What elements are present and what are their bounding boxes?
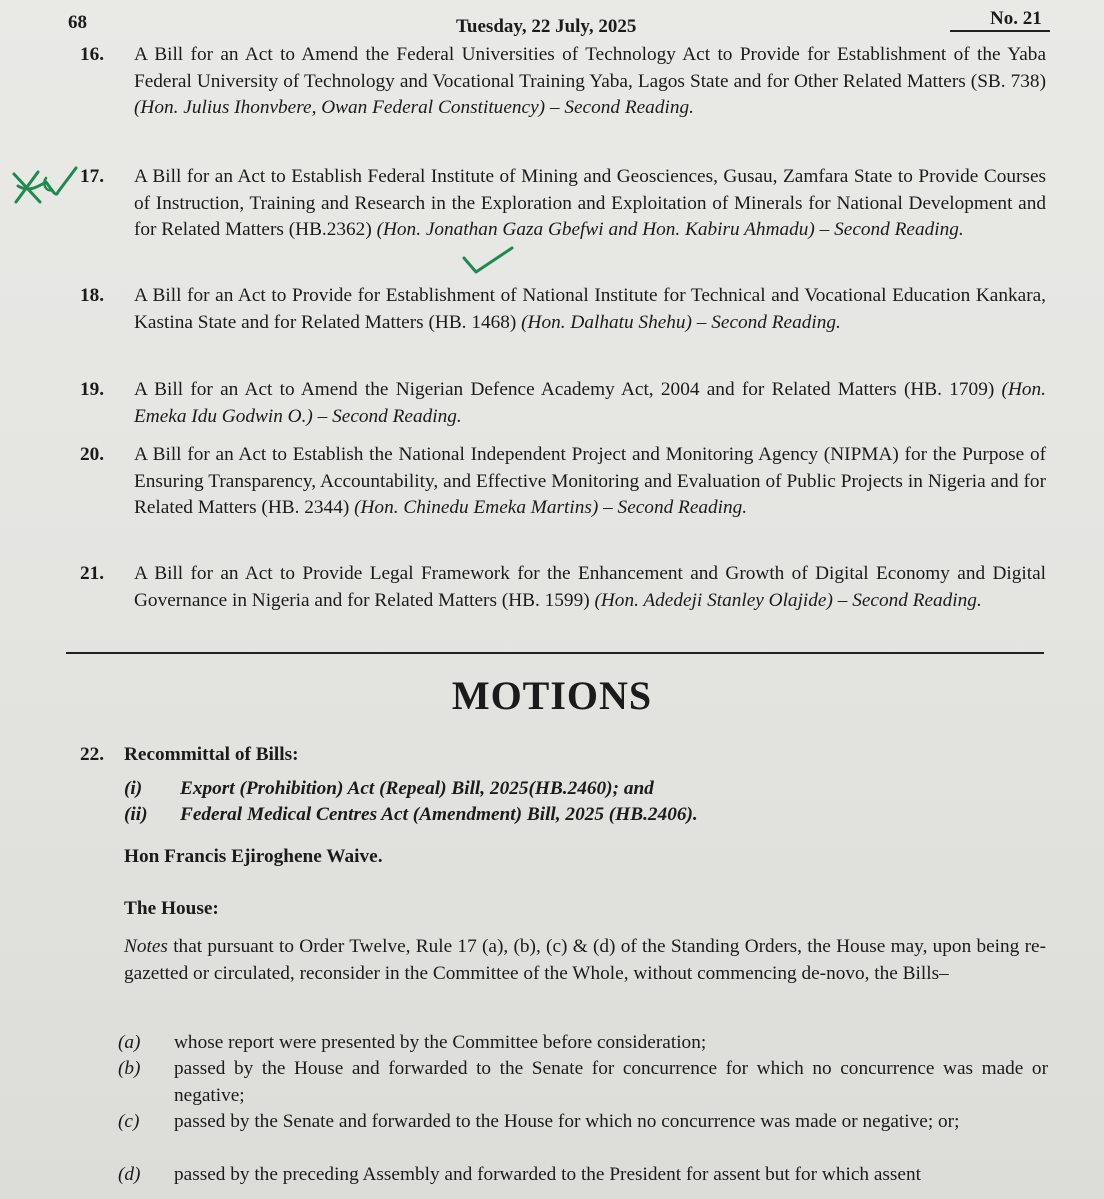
handwritten-mark-icon — [6, 162, 78, 212]
notes-paragraph: Notes that pursuant to Order Twelve, Rule 17 (a), (b), (c) & (d) of the Standing Orders, the House may, upon being re-gazetted or circulated, reconsider in the Committee of the Whole, without commencing de-novo, the Bills– — [124, 936, 1046, 984]
bill-number: 20. — [80, 444, 105, 465]
clause-text: passed by the preceding Assembly and forwarded to the President for assent but for which assent — [174, 1164, 921, 1185]
clause-text: passed by the House and forwarded to the Senate for concurrence for which no concurrence was made or negative; — [174, 1058, 1048, 1106]
bill-number: 18. — [80, 285, 105, 306]
bill-text: A Bill for an Act to Amend the Nigerian Defence Academy Act, 2004 and for Related Matters (HB. 1709) (Hon. Emeka Idu Godwin O.) – Second Reading. — [134, 379, 1046, 427]
bill-text: A Bill for an Act to Provide for Establishment of National Institute for Technical and Vocational Education Kankara, Kastina State and for Related Matters (HB. 1468) (Hon. Dalhatu Shehu) – Second Reading. — [134, 285, 1046, 333]
bill-sponsor: (Hon. Emeka Idu Godwin O.) – Second Reading. — [134, 379, 1046, 427]
page-date: Tuesday, 22 July, 2025 — [456, 16, 637, 37]
bill-sponsor: (Hon. Jonathan Gaza Gbefwi and Hon. Kabiru Ahmadu) – Second Reading. — [376, 219, 964, 240]
checkmark-icon — [460, 244, 516, 278]
page-header — [0, 8, 1104, 37]
sub-item-label: (i) — [124, 778, 143, 799]
clause-label: (b) — [118, 1058, 141, 1079]
sub-item-text: Federal Medical Centres Act (Amendment) Bill, 2025 (HB.2406). — [180, 804, 698, 825]
bill-sponsor: (Hon. Adedeji Stanley Olajide) – Second Reading. — [594, 589, 982, 611]
page-number: 68 — [68, 12, 87, 33]
bill-sponsor: (Hon. Dalhatu Shehu) – Second Reading. — [521, 311, 841, 333]
bill-sponsor: (Hon. Julius Ihonvbere, Owan Federal Constituency) – Second Reading. — [134, 97, 694, 118]
motion-number: 22. — [80, 744, 105, 765]
section-divider — [66, 652, 1044, 654]
bill-text: A Bill for an Act to Provide Legal Framework for the Enhancement and Growth of Digital Economy and Digital Governance in Nigeria and for Related Matters (HB. 1599) (Hon. Adedeji Stanley Olajide) – Second Reading. — [134, 563, 1046, 611]
clause-text: passed by the Senate and forwarded to the House for which no concurrence was made or negative; or; — [174, 1111, 960, 1132]
the-house-label: The House: — [124, 898, 219, 919]
header-rule — [950, 30, 1050, 32]
issue-number: No. 21 — [990, 8, 1042, 29]
sub-item-text: Export (Prohibition) Act (Repeal) Bill, 2025(HB.2460); and — [180, 778, 654, 799]
bill-text: A Bill for an Act to Establish the National Independent Project and Monitoring Agency (NIPMA) for the Purpose of Ensuring Transparency, Accountability, and Effective Monitoring and Evaluation of Public Projects in Nigeria and for Related Matters (HB. 2344) (Hon. Chinedu Emeka Martins) – Second Reading. — [134, 444, 1046, 518]
motion-sponsor: Hon Francis Ejiroghene Waive. — [124, 846, 383, 867]
bill-number: 16. — [80, 44, 105, 65]
clause-label: (c) — [118, 1111, 140, 1132]
bill-number: 17. — [80, 166, 105, 187]
bill-number: 21. — [80, 563, 105, 584]
clause-label: (d) — [118, 1164, 141, 1185]
bill-number: 19. — [80, 379, 105, 400]
clause-text: whose report were presented by the Committee before consideration; — [174, 1032, 707, 1053]
bill-text: A Bill for an Act to Amend the Federal Universities of Technology Act to Provide for Establishment of the Yaba Federal University of Technology and Vocational Training Yaba, Lagos State and for Other Related Matters (SB. 738) (Hon. Julius Ihonvbere, Owan Federal Constituency) – Second Reading. — [134, 44, 1046, 118]
bill-sponsor: (Hon. Chinedu Emeka Martins) – Second Reading. — [354, 497, 748, 518]
notes-lead: Notes — [124, 936, 168, 957]
motions-heading: MOTIONS — [451, 673, 653, 718]
bill-text: A Bill for an Act to Establish Federal Institute of Mining and Geosciences, Gusau, Zamfara State to Provide Courses of Instruction, Training and Research in the Exploration and Exploitation of Minerals for National Development and for Related Matters (HB.2362) (Hon. Jonathan Gaza Gbefwi and Hon. Kabiru Ahmadu) – Second Reading. — [134, 166, 1046, 240]
motion-heading: Recommittal of Bills: — [124, 744, 299, 765]
clause-label: (a) — [118, 1032, 141, 1053]
sub-item-label: (ii) — [124, 804, 148, 825]
